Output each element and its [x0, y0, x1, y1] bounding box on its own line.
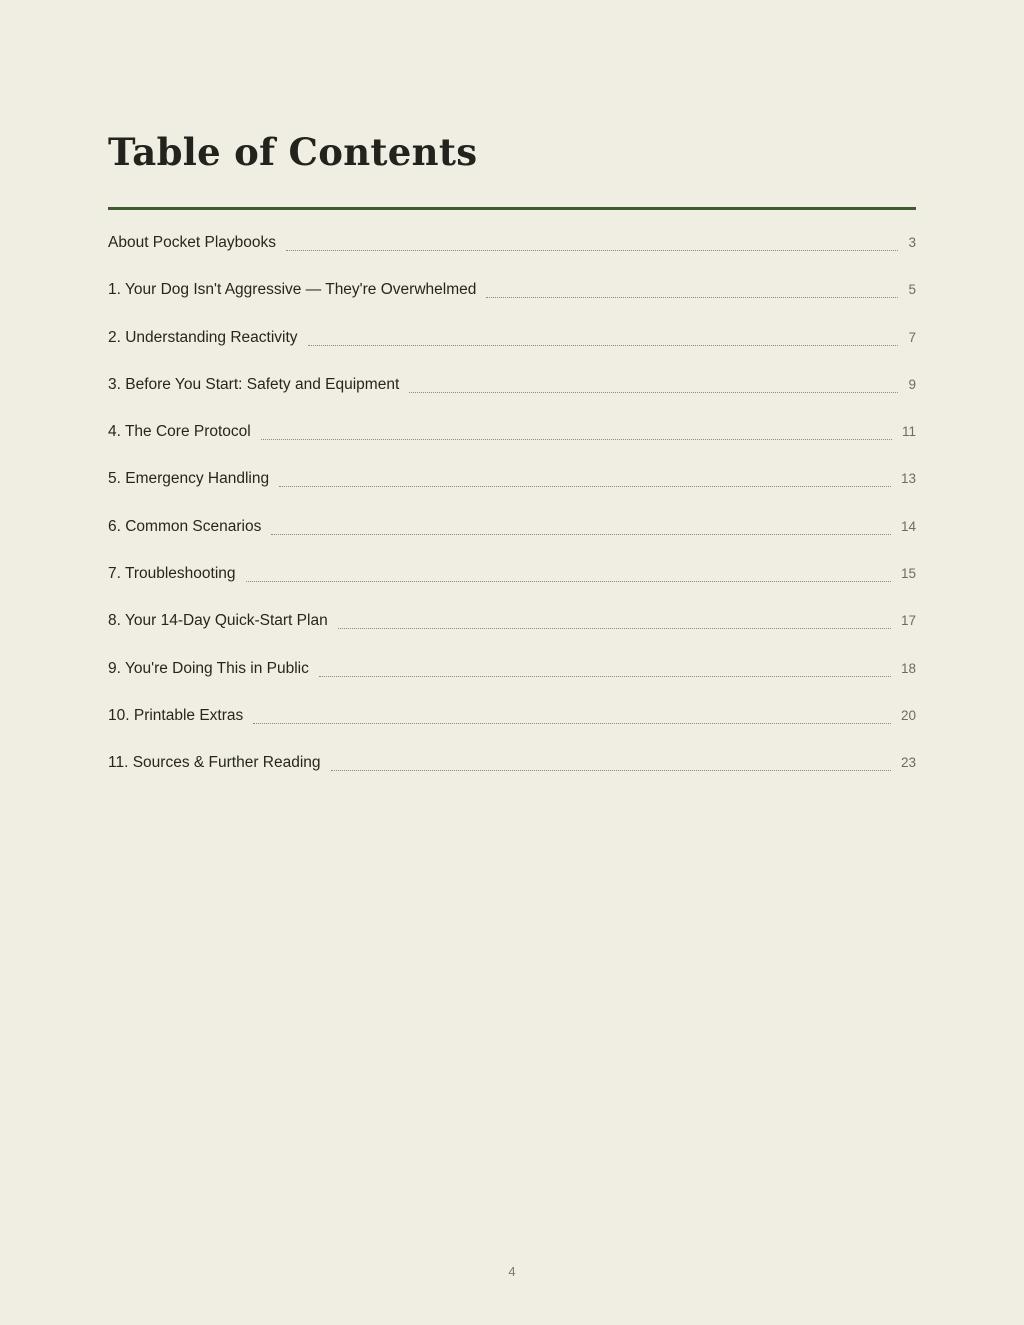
- toc-entry[interactable]: [108, 416, 916, 463]
- toc-entry-label: 4. The Core Protocol: [108, 423, 251, 441]
- toc-entry-page: 7: [908, 329, 916, 345]
- toc-entry-label: 9. You're Doing This in Public: [108, 659, 309, 677]
- toc-entry[interactable]: [108, 369, 916, 416]
- toc-entry-label: 10. Printable Extras: [108, 706, 244, 724]
- toc-entry[interactable]: [108, 511, 916, 558]
- dot-leader: [286, 249, 898, 251]
- toc-entry-label: 5. Emergency Handling: [108, 470, 270, 488]
- dot-leader: [279, 485, 891, 487]
- toc-entry-label: 8. Your 14-Day Quick-Start Plan: [108, 612, 328, 630]
- toc-entry[interactable]: [108, 558, 916, 605]
- toc-entry[interactable]: [108, 605, 916, 652]
- dot-leader: [253, 722, 891, 724]
- toc-entry[interactable]: [108, 463, 916, 510]
- title-divider: [108, 207, 916, 210]
- dot-leader: [319, 675, 891, 677]
- toc-entry-page: 9: [908, 376, 916, 392]
- dot-leader: [486, 296, 898, 298]
- toc-entry-label: 6. Common Scenarios: [108, 517, 262, 535]
- toc-entry-page: 18: [900, 660, 916, 676]
- dot-leader: [338, 627, 891, 629]
- dot-leader: [409, 391, 898, 393]
- toc-entry-page: 23: [900, 755, 916, 771]
- toc-entry[interactable]: [108, 227, 916, 274]
- dot-leader: [271, 533, 891, 535]
- page-number: 4: [508, 1264, 516, 1279]
- dot-leader: [308, 344, 899, 346]
- toc-entry-label: 1. Your Dog Isn't Aggressive — They're Overwhelmed: [108, 281, 477, 299]
- toc-entry-label: About Pocket Playbooks: [108, 234, 277, 251]
- toc-entry-page: 20: [900, 707, 916, 723]
- toc-entry[interactable]: [108, 322, 916, 369]
- toc-entry-page: 11: [901, 424, 916, 440]
- toc-entry-page: 3: [908, 235, 916, 250]
- toc-entry-label: 2. Understanding Reactivity: [108, 328, 298, 346]
- toc-entry-label: 3. Before You Start: Safety and Equipment: [108, 375, 400, 393]
- toc-entry-page: 14: [900, 518, 916, 534]
- toc-entry-page: 13: [900, 471, 916, 487]
- dot-leader: [261, 438, 892, 440]
- toc-entry-page: 15: [900, 566, 916, 582]
- dot-leader: [331, 769, 891, 771]
- toc-entry[interactable]: [108, 653, 916, 700]
- page-title: Table of Contents: [108, 130, 478, 174]
- toc-entry-label: 7. Troubleshooting: [108, 565, 236, 583]
- toc-entry[interactable]: [108, 700, 916, 747]
- toc-entry-page: 17: [900, 613, 916, 629]
- table-of-contents: [108, 227, 916, 795]
- toc-entry[interactable]: [108, 274, 916, 321]
- toc-entry-label: 11. Sources & Further Reading: [108, 754, 321, 772]
- toc-entry[interactable]: [108, 747, 916, 794]
- toc-entry-page: 5: [908, 282, 916, 298]
- dot-leader: [246, 580, 891, 582]
